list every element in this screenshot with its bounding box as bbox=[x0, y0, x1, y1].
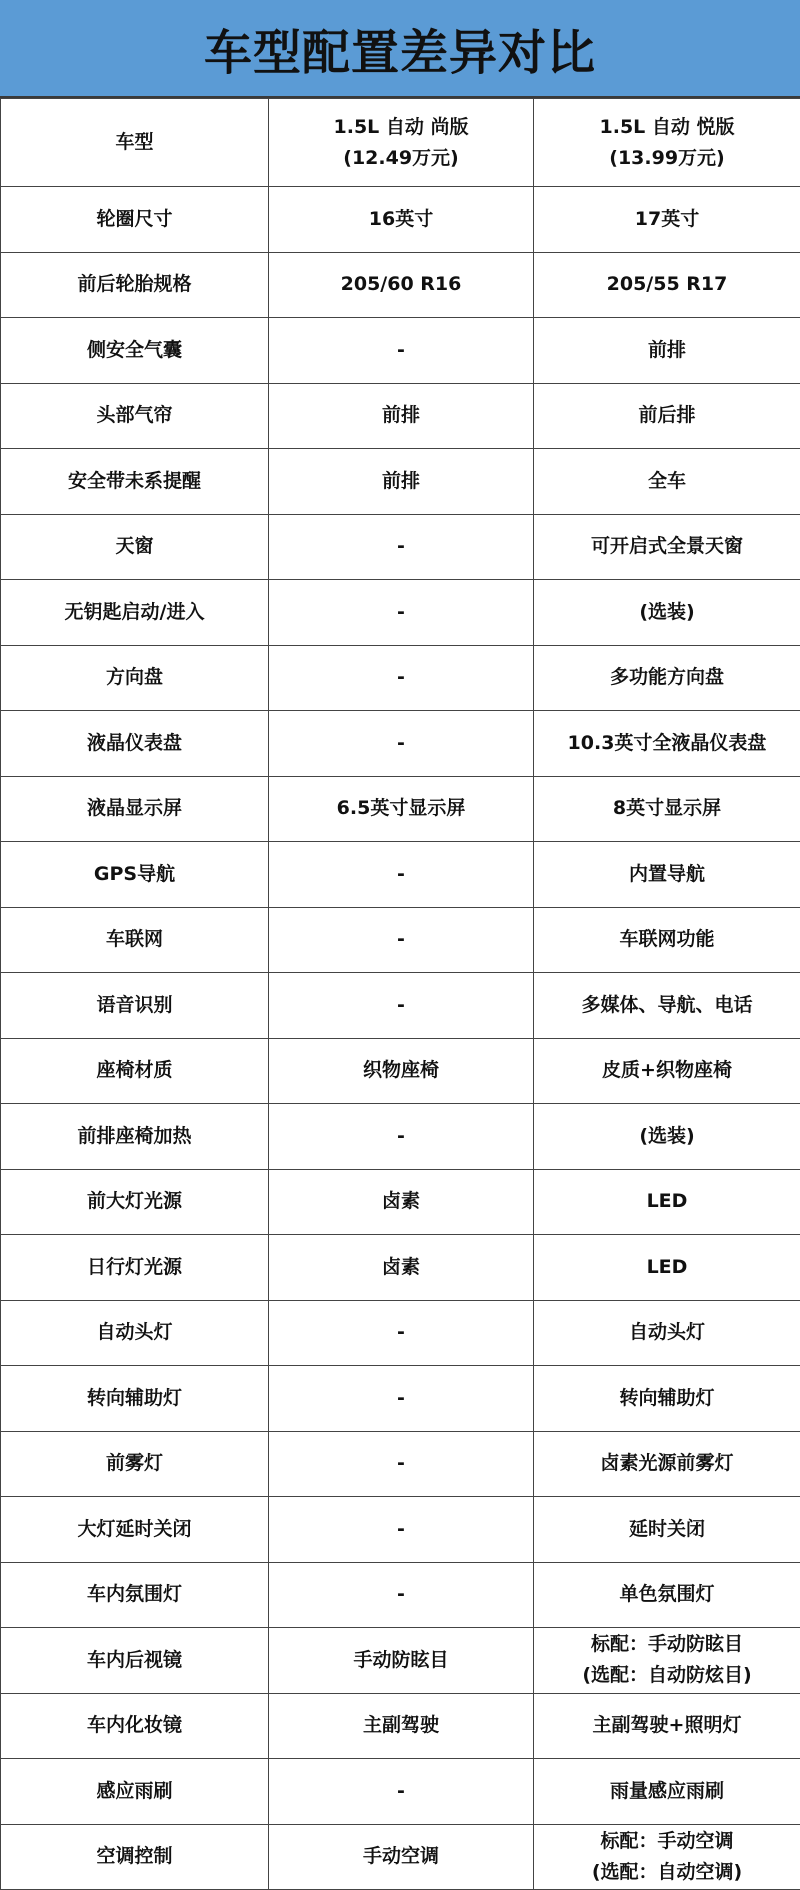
table-row bbox=[1, 514, 800, 580]
table-row bbox=[1, 907, 800, 973]
trim1-value-cell bbox=[269, 580, 534, 646]
trim1-value-cell-text: - bbox=[397, 666, 405, 689]
feature-cell bbox=[1, 776, 269, 842]
trim2-value-cell bbox=[534, 1759, 800, 1825]
feature-cell bbox=[1, 1497, 269, 1563]
trim1-value-cell-text: - bbox=[397, 1452, 405, 1475]
feature-cell bbox=[1, 252, 269, 318]
trim1-value-cell bbox=[269, 514, 534, 580]
table-row bbox=[1, 645, 800, 711]
table-row bbox=[1, 1300, 800, 1366]
trim2-value-cell-text: LED bbox=[646, 1190, 688, 1213]
feature-cell-text: 大灯延时关闭 bbox=[77, 1517, 192, 1540]
feature-cell bbox=[1, 711, 269, 777]
trim2-value-cell bbox=[534, 1824, 800, 1890]
trim1-value-cell-text: 205/60 R16 bbox=[340, 273, 462, 296]
trim2-value-cell bbox=[534, 907, 800, 973]
feature-cell-text: 方向盘 bbox=[105, 666, 163, 689]
trim1-value-cell bbox=[269, 187, 534, 253]
trim1-value-cell bbox=[269, 776, 534, 842]
trim2-value-cell-text: 卤素光源前雾灯 bbox=[600, 1452, 734, 1475]
feature-cell bbox=[1, 1759, 269, 1825]
feature-cell-text: 无钥匙启动/进入 bbox=[64, 600, 205, 623]
table-row bbox=[1, 1169, 800, 1235]
page-title: 车型配置差异对比 bbox=[203, 24, 596, 81]
table-row bbox=[1, 449, 800, 515]
table-row bbox=[1, 776, 800, 842]
table-row bbox=[1, 1497, 800, 1563]
trim1-value-cell bbox=[269, 645, 534, 711]
trim2-value-cell-text: 皮质+织物座椅 bbox=[602, 1059, 732, 1082]
trim1-value-cell-text: - bbox=[397, 928, 405, 951]
config-comparison-table bbox=[0, 98, 800, 1890]
trim2-value-cell-text: 车联网功能 bbox=[619, 928, 715, 951]
trim1-value-cell bbox=[269, 318, 534, 384]
table-row bbox=[1, 1235, 800, 1301]
feature-cell bbox=[1, 580, 269, 646]
trim1-value-cell-text: - bbox=[397, 535, 405, 558]
trim1-value-cell bbox=[269, 1235, 534, 1301]
trim1-value-cell bbox=[269, 383, 534, 449]
trim2-value-cell bbox=[534, 1366, 800, 1432]
trim1-value-cell-text: 卤素 bbox=[381, 1190, 420, 1213]
trim1-value-cell-text: - bbox=[397, 993, 405, 1016]
feature-cell bbox=[1, 1628, 269, 1694]
trim1-value-cell bbox=[269, 1562, 534, 1628]
table-row bbox=[1, 252, 800, 318]
table-row bbox=[1, 383, 800, 449]
table-row bbox=[1, 842, 800, 908]
trim1-value-cell-text: - bbox=[397, 1321, 405, 1344]
header-trim1-cell bbox=[269, 99, 534, 187]
trim2-value-cell bbox=[534, 187, 800, 253]
table-row bbox=[1, 1759, 800, 1825]
trim2-value-cell bbox=[534, 1038, 800, 1104]
trim2-value-cell bbox=[534, 383, 800, 449]
trim1-value-cell-text: 手动空调 bbox=[362, 1845, 439, 1868]
trim2-value-cell-text: 前排 bbox=[647, 338, 686, 361]
trim2-value-cell bbox=[534, 1497, 800, 1563]
table-row bbox=[1, 1104, 800, 1170]
trim2-value-cell-text: (选配：自动空调) bbox=[591, 1860, 743, 1883]
table-row bbox=[1, 187, 800, 253]
feature-cell-text: 车内化妆镜 bbox=[86, 1714, 182, 1737]
feature-cell-text: 自动头灯 bbox=[96, 1321, 173, 1344]
feature-cell bbox=[1, 514, 269, 580]
trim2-value-cell-text: 前后排 bbox=[638, 404, 696, 427]
feature-cell bbox=[1, 383, 269, 449]
table-row bbox=[1, 711, 800, 777]
trim2-value-cell bbox=[534, 580, 800, 646]
feature-cell-text: 液晶显示屏 bbox=[86, 797, 182, 820]
feature-cell-text: 前排座椅加热 bbox=[77, 1124, 192, 1147]
trim1-value-cell-text: - bbox=[397, 600, 405, 623]
trim2-value-cell-text: 转向辅助灯 bbox=[619, 1386, 715, 1409]
feature-cell-text: 天窗 bbox=[115, 535, 154, 558]
feature-cell bbox=[1, 1693, 269, 1759]
table-row bbox=[1, 1562, 800, 1628]
trim2-value-cell-text: LED bbox=[646, 1255, 688, 1278]
trim2-value-cell-text: 8英寸显示屏 bbox=[612, 797, 722, 820]
trim1-value-cell bbox=[269, 1169, 534, 1235]
trim1-value-cell-text: - bbox=[397, 1386, 405, 1409]
trim2-value-cell-text: 205/55 R17 bbox=[606, 273, 728, 296]
trim1-value-cell bbox=[269, 711, 534, 777]
table-row bbox=[1, 318, 800, 384]
trim2-value-cell bbox=[534, 252, 800, 318]
trim1-value-cell-text: - bbox=[397, 862, 405, 885]
trim2-value-cell-text: (选装) bbox=[639, 1124, 695, 1147]
feature-cell bbox=[1, 318, 269, 384]
trim2-value-cell-text: 标配：手动空调 bbox=[600, 1829, 734, 1852]
trim2-value-cell-text: 多媒体、导航、电话 bbox=[581, 993, 753, 1016]
header-label-cell bbox=[1, 99, 269, 187]
trim2-value-cell-text: (选配：自动防炫目) bbox=[582, 1664, 752, 1687]
trim1-value-cell bbox=[269, 973, 534, 1039]
feature-cell-text: GPS导航 bbox=[93, 862, 176, 885]
trim1-value-cell bbox=[269, 449, 534, 515]
trim2-value-cell-text: 延时关闭 bbox=[628, 1517, 705, 1540]
trim1-value-cell-text: 主副驾驶 bbox=[362, 1714, 439, 1737]
trim1-value-cell bbox=[269, 1104, 534, 1170]
trim1-value-cell-text: - bbox=[397, 1779, 405, 1802]
trim2-value-cell-text: 多功能方向盘 bbox=[609, 666, 724, 689]
feature-cell-text: 语音识别 bbox=[96, 993, 173, 1016]
trim2-value-cell bbox=[534, 1628, 800, 1694]
feature-cell bbox=[1, 187, 269, 253]
trim1-value-cell-text: 前排 bbox=[381, 404, 420, 427]
feature-cell bbox=[1, 1104, 269, 1170]
trim1-value-cell bbox=[269, 1300, 534, 1366]
trim1-value-cell bbox=[269, 842, 534, 908]
feature-cell bbox=[1, 1562, 269, 1628]
trim1-value-cell bbox=[269, 1497, 534, 1563]
trim1-value-cell-text: 卤素 bbox=[381, 1255, 420, 1278]
feature-cell-text: 安全带未系提醒 bbox=[67, 469, 201, 492]
feature-cell-text: 座椅材质 bbox=[96, 1059, 173, 1082]
feature-cell bbox=[1, 1038, 269, 1104]
feature-cell bbox=[1, 842, 269, 908]
trim2-value-cell-text: 17英寸 bbox=[634, 207, 700, 230]
trim1-value-cell-text: - bbox=[397, 1124, 405, 1147]
feature-cell bbox=[1, 1235, 269, 1301]
feature-cell-text: 前大灯光源 bbox=[86, 1190, 182, 1213]
table-body bbox=[1, 99, 800, 1890]
trim2-value-cell-text: (选装) bbox=[639, 600, 695, 623]
trim1-value-cell-text: 手动防眩目 bbox=[353, 1648, 449, 1671]
feature-cell bbox=[1, 1169, 269, 1235]
trim1-value-cell bbox=[269, 1759, 534, 1825]
trim2-value-cell-text: 单色氛围灯 bbox=[619, 1583, 715, 1606]
header-trim2-cell bbox=[534, 99, 800, 187]
feature-cell bbox=[1, 907, 269, 973]
trim1-value-cell-text: 前排 bbox=[381, 469, 420, 492]
table-row bbox=[1, 1366, 800, 1432]
trim2-value-cell bbox=[534, 1235, 800, 1301]
trim2-value-cell-text: 可开启式全景天窗 bbox=[590, 535, 743, 558]
feature-cell bbox=[1, 645, 269, 711]
trim2-value-cell-text: 自动头灯 bbox=[628, 1321, 705, 1344]
trim1-value-cell bbox=[269, 907, 534, 973]
trim2-value-cell bbox=[534, 776, 800, 842]
table-row bbox=[1, 1628, 800, 1694]
feature-cell-text: 车内后视镜 bbox=[86, 1648, 182, 1671]
header-label: 车型 bbox=[115, 131, 154, 153]
feature-cell bbox=[1, 1366, 269, 1432]
table-header-row bbox=[1, 99, 800, 187]
trim2-value-cell bbox=[534, 973, 800, 1039]
feature-cell-text: 轮圈尺寸 bbox=[96, 207, 173, 230]
trim2-value-cell bbox=[534, 1169, 800, 1235]
feature-cell bbox=[1, 1300, 269, 1366]
trim1-value-cell-text: - bbox=[397, 338, 405, 361]
trim1-value-cell bbox=[269, 1431, 534, 1497]
feature-cell bbox=[1, 1824, 269, 1890]
feature-cell-text: 前后轮胎规格 bbox=[77, 273, 192, 296]
feature-cell bbox=[1, 1431, 269, 1497]
trim1-value-cell bbox=[269, 1038, 534, 1104]
trim1-value-cell-text: - bbox=[397, 1517, 405, 1540]
feature-cell bbox=[1, 973, 269, 1039]
feature-cell-text: 侧安全气囊 bbox=[86, 338, 182, 361]
trim2-value-cell-text: 标配：手动防眩目 bbox=[590, 1633, 743, 1656]
feature-cell-text: 头部气帘 bbox=[96, 404, 173, 427]
trim2-value-cell-text: 内置导航 bbox=[628, 862, 705, 885]
trim1-value-cell-text: 6.5英寸显示屏 bbox=[336, 797, 466, 820]
trim2-price: (13.99万元) bbox=[609, 146, 725, 169]
trim1-value-cell-text: - bbox=[397, 731, 405, 754]
trim2-value-cell bbox=[534, 1562, 800, 1628]
trim1-value-cell bbox=[269, 252, 534, 318]
trim2-value-cell-text: 10.3英寸全液晶仪表盘 bbox=[567, 731, 767, 754]
trim2-value-cell bbox=[534, 514, 800, 580]
table-row bbox=[1, 973, 800, 1039]
table-row bbox=[1, 1038, 800, 1104]
feature-cell-text: 车联网 bbox=[105, 928, 163, 951]
feature-cell-text: 日行灯光源 bbox=[86, 1255, 182, 1278]
table-row bbox=[1, 580, 800, 646]
trim1-value-cell bbox=[269, 1366, 534, 1432]
trim1-value-cell-text: 织物座椅 bbox=[362, 1059, 439, 1082]
trim1-price: (12.49万元) bbox=[343, 146, 459, 169]
trim2-value-cell bbox=[534, 318, 800, 384]
trim1-value-cell-text: - bbox=[397, 1583, 405, 1606]
trim2-value-cell bbox=[534, 1300, 800, 1366]
trim1-name: 1.5L 自动 尚版 bbox=[333, 115, 469, 138]
feature-cell-text: 感应雨刷 bbox=[96, 1779, 173, 1802]
trim2-name: 1.5L 自动 悦版 bbox=[599, 115, 735, 138]
trim2-value-cell-text: 主副驾驶+照明灯 bbox=[592, 1714, 742, 1737]
trim2-value-cell bbox=[534, 1104, 800, 1170]
feature-cell-text: 前雾灯 bbox=[105, 1452, 163, 1475]
trim2-value-cell bbox=[534, 1431, 800, 1497]
feature-cell-text: 车内氛围灯 bbox=[86, 1583, 182, 1606]
trim2-value-cell-text: 全车 bbox=[647, 469, 686, 492]
trim1-value-cell bbox=[269, 1824, 534, 1890]
trim2-value-cell-text: 雨量感应雨刷 bbox=[609, 1779, 724, 1802]
trim2-value-cell bbox=[534, 842, 800, 908]
table-row bbox=[1, 1431, 800, 1497]
trim1-value-cell bbox=[269, 1628, 534, 1694]
trim2-value-cell bbox=[534, 645, 800, 711]
trim2-value-cell bbox=[534, 711, 800, 777]
table-row bbox=[1, 1693, 800, 1759]
table-row bbox=[1, 1824, 800, 1890]
feature-cell-text: 液晶仪表盘 bbox=[86, 731, 182, 754]
trim2-value-cell bbox=[534, 1693, 800, 1759]
feature-cell-text: 转向辅助灯 bbox=[86, 1386, 182, 1409]
feature-cell-text: 空调控制 bbox=[96, 1845, 173, 1868]
title-banner bbox=[0, 0, 800, 98]
trim1-value-cell bbox=[269, 1693, 534, 1759]
feature-cell bbox=[1, 449, 269, 515]
trim2-value-cell bbox=[534, 449, 800, 515]
trim1-value-cell-text: 16英寸 bbox=[368, 207, 434, 230]
